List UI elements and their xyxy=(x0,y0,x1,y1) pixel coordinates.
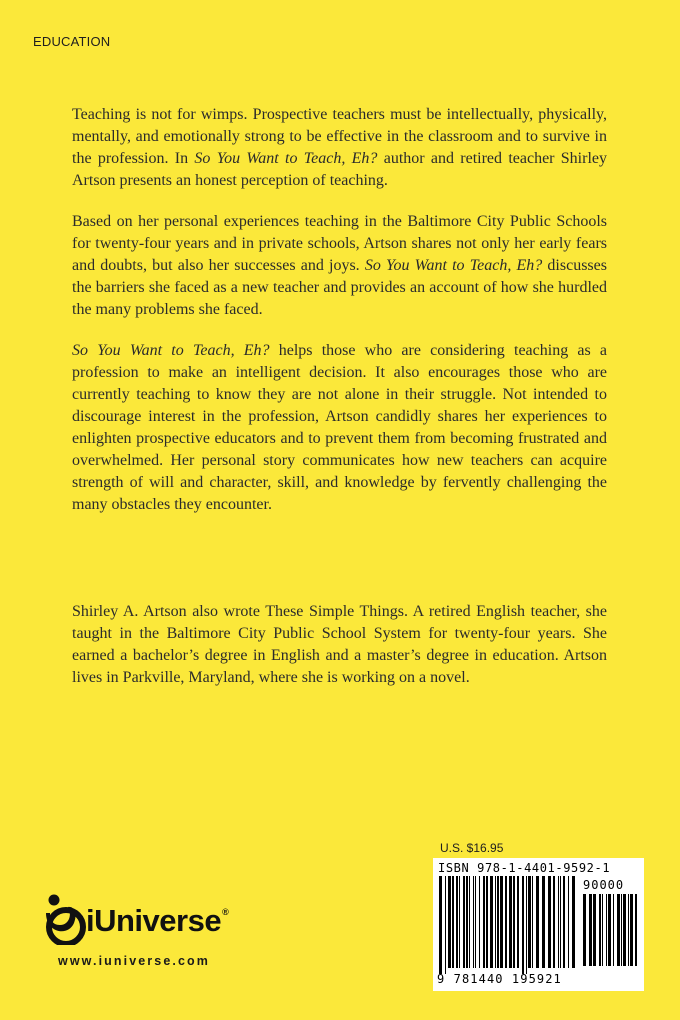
book-title-italic: So You Want to Teach, Eh? xyxy=(364,257,543,274)
publisher-website: www.iuniverse.com xyxy=(58,954,210,968)
description-text: author and retired teacher Shirley Artson presents an honest perception of teaching. xyxy=(72,150,608,189)
price-label: U.S. $16.95 xyxy=(440,841,504,855)
book-description xyxy=(72,104,607,535)
ean-barcode-bars xyxy=(439,876,575,974)
trademark-symbol: ® xyxy=(222,907,229,917)
description-text: Teaching is not for wimps. Prospective teachers must be intellectually, physically, mentally, and emotionally strong to be effective in the classroom and to survive in the profession. In xyxy=(72,106,607,167)
iuniverse-logo-icon xyxy=(44,893,86,945)
author-bio xyxy=(72,601,607,689)
addon-barcode-bars xyxy=(583,894,639,972)
description-text: Based on her personal experiences teaching in the Baltimore City Public Schools for twenty-four years and in private schools, Artson shares not only her early fears and doubts, but also her successes and joys. xyxy=(72,213,607,274)
isbn-number: ISBN 978-1-4401-9592-1 xyxy=(438,861,611,875)
price-code: 90000 xyxy=(583,878,625,892)
description-paragraph-3 xyxy=(72,340,607,516)
description-paragraph-1 xyxy=(72,104,607,192)
description-text: discusses the barriers she faced as a new teacher and provides an account of how she hurdled the many problems she faced. xyxy=(72,257,607,318)
book-title-italic: So You Want to Teach, Eh? xyxy=(194,150,378,167)
author-bio-text: Shirley A. Artson also wrote These Simple Things. A retired English teacher, she taught in the Baltimore City Public School System for twenty-four years. She earned a bachelor’s degree in English and a master’s degree in education. Artson lives in Parkville, Maryland, where she is working on a novel. xyxy=(72,603,607,686)
ean-number: 9 781440 195921 xyxy=(437,972,562,986)
book-title-italic: So You Want to Teach, Eh? xyxy=(72,342,270,359)
publisher-name-text: iUniverse xyxy=(86,903,222,938)
description-text: helps those who are considering teaching as a profession to make an intelligent decision. It also encourages those who are currently teaching to know they are not alone in their struggle. Not intended to discourage interest in the profession, Artson candidly shares her experiences to enlighten prospective educators and to prevent them from becoming frustrated and overwhelmed. Her personal story communicates how new teachers can acquire strength of will and character, skill, and knowledge by fervently challenging the many obstacles they encounter. xyxy=(72,342,608,513)
publisher-name xyxy=(86,903,228,939)
barcode xyxy=(433,858,644,991)
description-paragraph-2 xyxy=(72,211,607,321)
category-label: EDUCATION xyxy=(33,34,111,49)
